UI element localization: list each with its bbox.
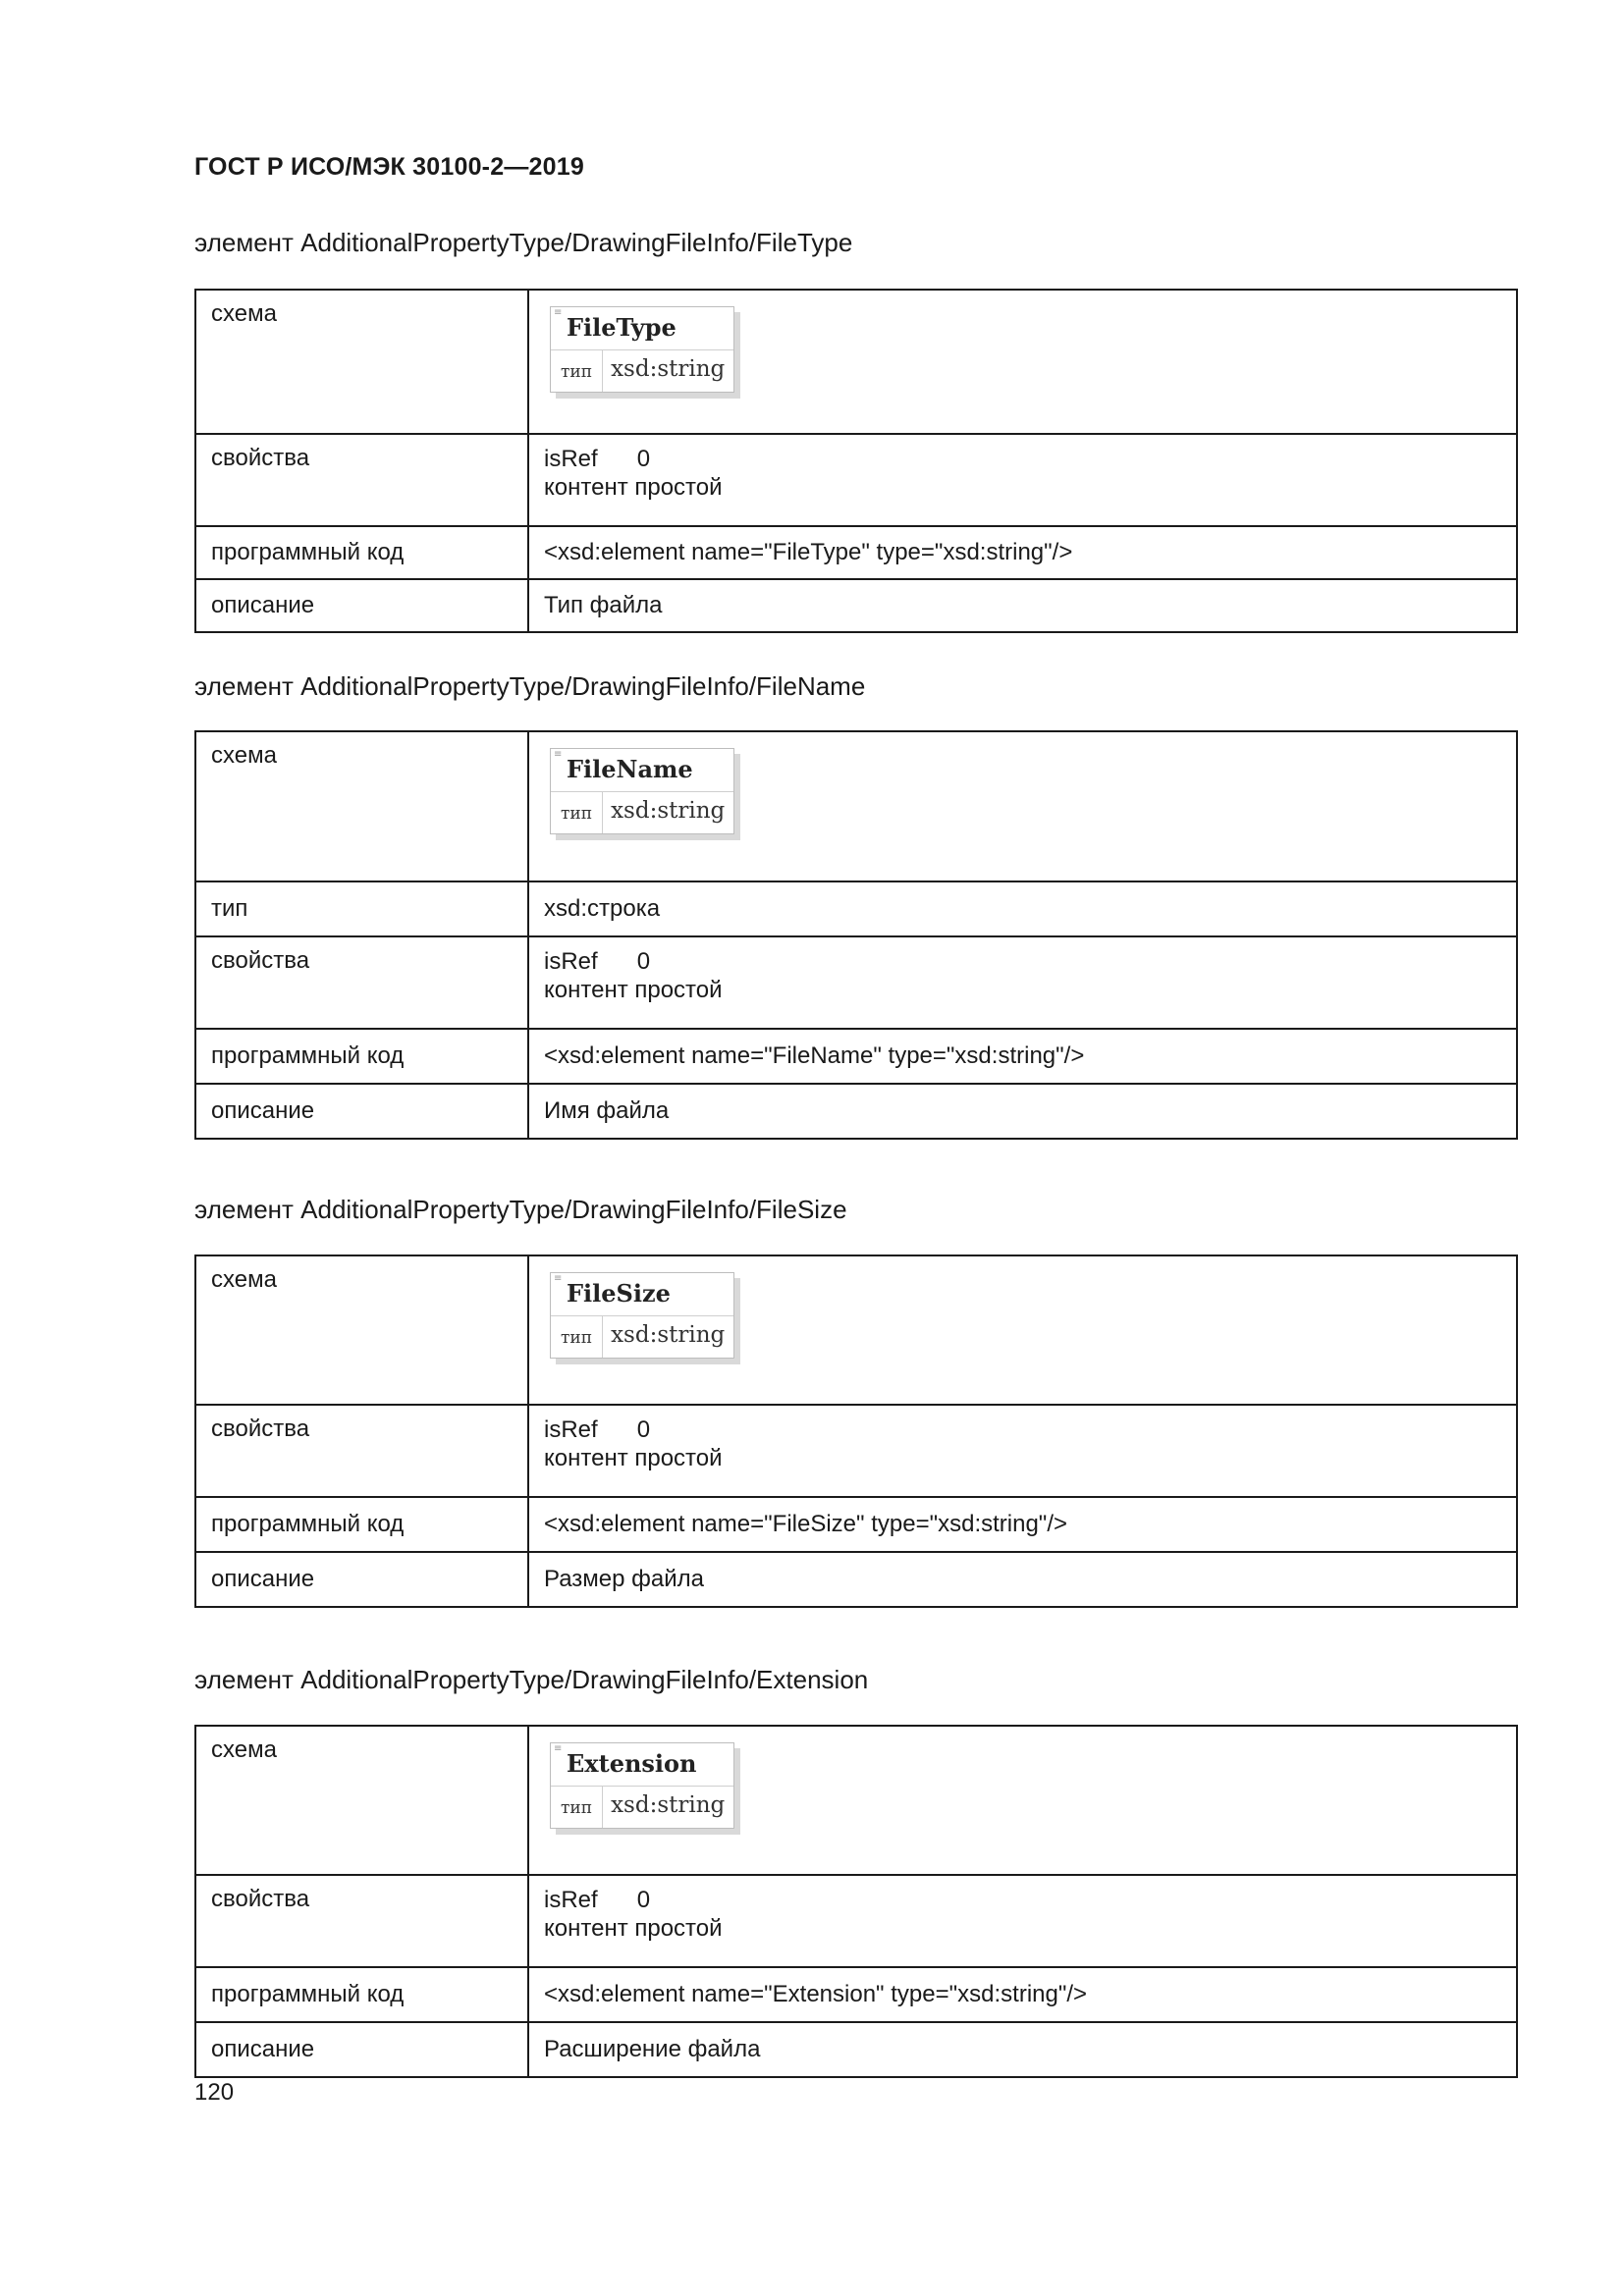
element-marker-icon: ≡ xyxy=(554,749,563,760)
element-table-filename xyxy=(194,730,1518,1140)
isref-value: 0 xyxy=(636,446,651,472)
diagram-type-label: тип xyxy=(551,1787,603,1828)
properties-cell xyxy=(528,1875,1517,1967)
section-title: элемент AdditionalPropertyType/DrawingFileInfo/FileSize xyxy=(194,1195,847,1224)
section-title: элемент AdditionalPropertyType/DrawingFileInfo/FileType xyxy=(194,228,853,257)
description-label: описание xyxy=(195,579,528,632)
diagram-type-label: тип xyxy=(551,1316,603,1358)
diagram-type-label: тип xyxy=(551,792,603,833)
properties-cell xyxy=(528,1405,1517,1497)
schema-cell xyxy=(528,1726,1517,1875)
schema-label: схема xyxy=(195,290,528,434)
properties-cell xyxy=(528,936,1517,1029)
schema-label: схема xyxy=(195,1255,528,1405)
diagram-type-value: xsd:string xyxy=(611,356,726,382)
content-type: контент простой xyxy=(544,1915,723,1942)
isref-label: isRef xyxy=(544,1416,598,1443)
diagram-type-value: xsd:string xyxy=(611,1792,726,1818)
element-table-filetype xyxy=(194,289,1518,633)
isref-label: isRef xyxy=(544,446,598,472)
element-marker-icon: ≡ xyxy=(554,1273,563,1284)
schema-label: схема xyxy=(195,731,528,881)
content-type: контент простой xyxy=(544,1445,723,1471)
isref-value: 0 xyxy=(636,1416,651,1443)
schema-diagram xyxy=(550,1272,734,1359)
element-table-extension xyxy=(194,1725,1518,2078)
section-title: элемент AdditionalPropertyType/DrawingFileInfo/FileName xyxy=(194,671,866,701)
description-value: Тип файла xyxy=(528,579,1517,632)
isref-label: isRef xyxy=(544,1887,598,1913)
isref-value: 0 xyxy=(636,1887,651,1913)
diagram-element-name: FileType xyxy=(551,307,733,350)
schema-cell xyxy=(528,290,1517,434)
diagram-element-name: FileSize xyxy=(551,1273,733,1316)
schema-cell xyxy=(528,1255,1517,1405)
element-marker-icon: ≡ xyxy=(554,1743,563,1754)
code-label: программный код xyxy=(195,1967,528,2022)
content-type: контент простой xyxy=(544,977,723,1003)
description-value: Имя файла xyxy=(528,1084,1517,1139)
code-value: <xsd:element name="FileSize" type="xsd:string"/> xyxy=(528,1497,1517,1552)
document-code: ГОСТ Р ИСО/МЭК 30100-2—2019 xyxy=(194,153,584,181)
schema-diagram xyxy=(550,748,734,834)
description-label: описание xyxy=(195,1552,528,1607)
type-value: xsd:строка xyxy=(528,881,1517,936)
description-label: описание xyxy=(195,2022,528,2077)
schema-cell xyxy=(528,731,1517,881)
properties-label: свойства xyxy=(195,434,528,526)
code-label: программный код xyxy=(195,1029,528,1084)
section-title: элемент AdditionalPropertyType/DrawingFileInfo/Extension xyxy=(194,1665,869,1694)
code-label: программный код xyxy=(195,526,528,579)
type-label: тип xyxy=(195,881,528,936)
schema-label: схема xyxy=(195,1726,528,1875)
schema-diagram xyxy=(550,306,734,393)
properties-cell xyxy=(528,434,1517,526)
isref-label: isRef xyxy=(544,948,598,975)
code-value: <xsd:element name="Extension" type="xsd:string"/> xyxy=(528,1967,1517,2022)
properties-label: свойства xyxy=(195,1405,528,1497)
element-table-filesize xyxy=(194,1255,1518,1608)
isref-value: 0 xyxy=(636,948,651,975)
diagram-type-value: xsd:string xyxy=(611,798,726,824)
properties-label: свойства xyxy=(195,1875,528,1967)
code-value: <xsd:element name="FileName" type="xsd:string"/> xyxy=(528,1029,1517,1084)
code-label: программный код xyxy=(195,1497,528,1552)
diagram-type-label: тип xyxy=(551,350,603,392)
schema-diagram xyxy=(550,1742,734,1829)
description-label: описание xyxy=(195,1084,528,1139)
code-value: <xsd:element name="FileType" type="xsd:string"/> xyxy=(528,526,1517,579)
properties-label: свойства xyxy=(195,936,528,1029)
page-number: 120 xyxy=(194,2079,235,2106)
diagram-element-name: FileName xyxy=(551,749,733,792)
description-value: Размер файла xyxy=(528,1552,1517,1607)
content-type: контент простой xyxy=(544,474,723,501)
description-value: Расширение файла xyxy=(528,2022,1517,2077)
element-marker-icon: ≡ xyxy=(554,307,563,318)
diagram-element-name: Extension xyxy=(551,1743,733,1787)
diagram-type-value: xsd:string xyxy=(611,1322,726,1348)
